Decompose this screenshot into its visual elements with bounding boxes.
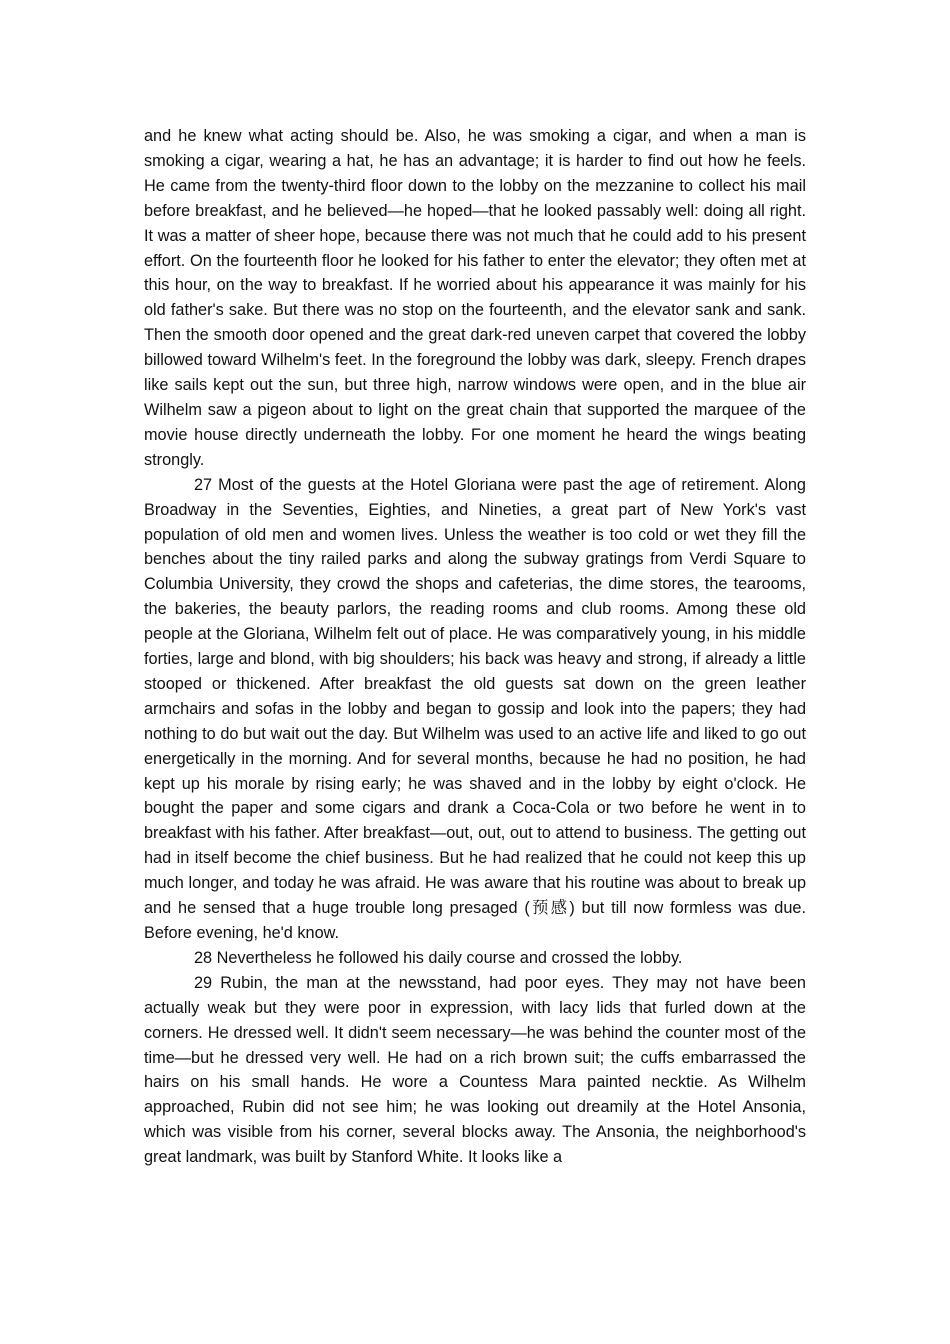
paragraph-29: 29 Rubin, the man at the newsstand, had poor eyes. They may not have been actually weak but they were poor in expression, with lacy lids that furled down at the corners. He dressed well. It didn't seem necessary—he was behind the counter most of the time—but he dressed very well. He had on a rich brown suit; the cuffs embarrassed the hairs on his small hands. He wore a Countess Mara painted necktie. As Wilhelm approached, Rubin did not see him; he was looking out dreamily at the Hotel Ansonia, which was visible from his corner, several blocks away. The Ansonia, the neighborhood's great landmark, was built by Stanford White. It looks like a bbox=[144, 973, 806, 1167]
paragraph-27: 27 Most of the guests at the Hotel Gloriana were past the age of retirement. Along Broadway in the Seventies, Eighties, and Nineties, a great part of New York's vast population of old men and women lives. Unless the weather is too cold or wet they fill the benches about the tiny railed parks and along the subway gratings from Verdi Square to Columbia University, they crowd the shops and cafeterias, the dime stores, the tearooms, the bakeries, the beauty parlors, the reading rooms and club rooms. Among these old people at the Gloriana, Wilhelm felt out of place. He was comparatively young, in his middle forties, large and blond, with big shoulders; his back was heavy and strong, if already a little stooped or thickened. After breakfast the old guests sat down on the green leather armchairs and sofas in the lobby and began to gossip and look into the papers; they had nothing to do but wait out the day. But Wilhelm was used to an active life and liked to go out energetically in the morning. And for several months, because he had no position, he had kept up his morale by rising early; he was shaved and in the lobby by eight o'clock. He bought the paper and some cigars and drank a Coca-Cola or two before he went in to breakfast with his father. After breakfast—out, out, out to attend to business. The getting out had in itself become the chief business. But he had realized that he could not keep this up much longer, and today he was afraid. He was aware that his routine was about to break up and he sensed that a huge trouble long presaged (预感) but till now formless was due. Before evening, he'd know. bbox=[144, 475, 806, 942]
paragraph-continuation: and he knew what acting should be. Also, he was smoking a cigar, and when a man is smoking a cigar, wearing a hat, he has an advantage; it is harder to find out how he feels. He came from the twenty-third floor down to the lobby on the mezzanine to collect his mail before breakfast, and he believed—he hoped—that he looked passably well: doing all right. It was a matter of sheer hope, because there was not much that he could add to his present effort. On the fourteenth floor he looked for his father to enter the elevator; they often met at this hour, on the way to breakfast. If he worried about his appearance it was mainly for his old father's sake. But there was no stop on the fourteenth, and the elevator sank and sank. Then the smooth door opened and the great dark-red uneven carpet that covered the lobby billowed toward Wilhelm's feet. In the foreground the lobby was dark, sleepy. French drapes like sails kept out the sun, but three high, narrow windows were open, and in the blue air Wilhelm saw a pigeon about to light on the great chain that supported the marquee of the movie house directly underneath the lobby. For one moment he heard the wings beating strongly. bbox=[144, 127, 806, 469]
document-page bbox=[144, 124, 806, 1170]
paragraph-28: 28 Nevertheless he followed his daily course and crossed the lobby. bbox=[194, 948, 683, 967]
